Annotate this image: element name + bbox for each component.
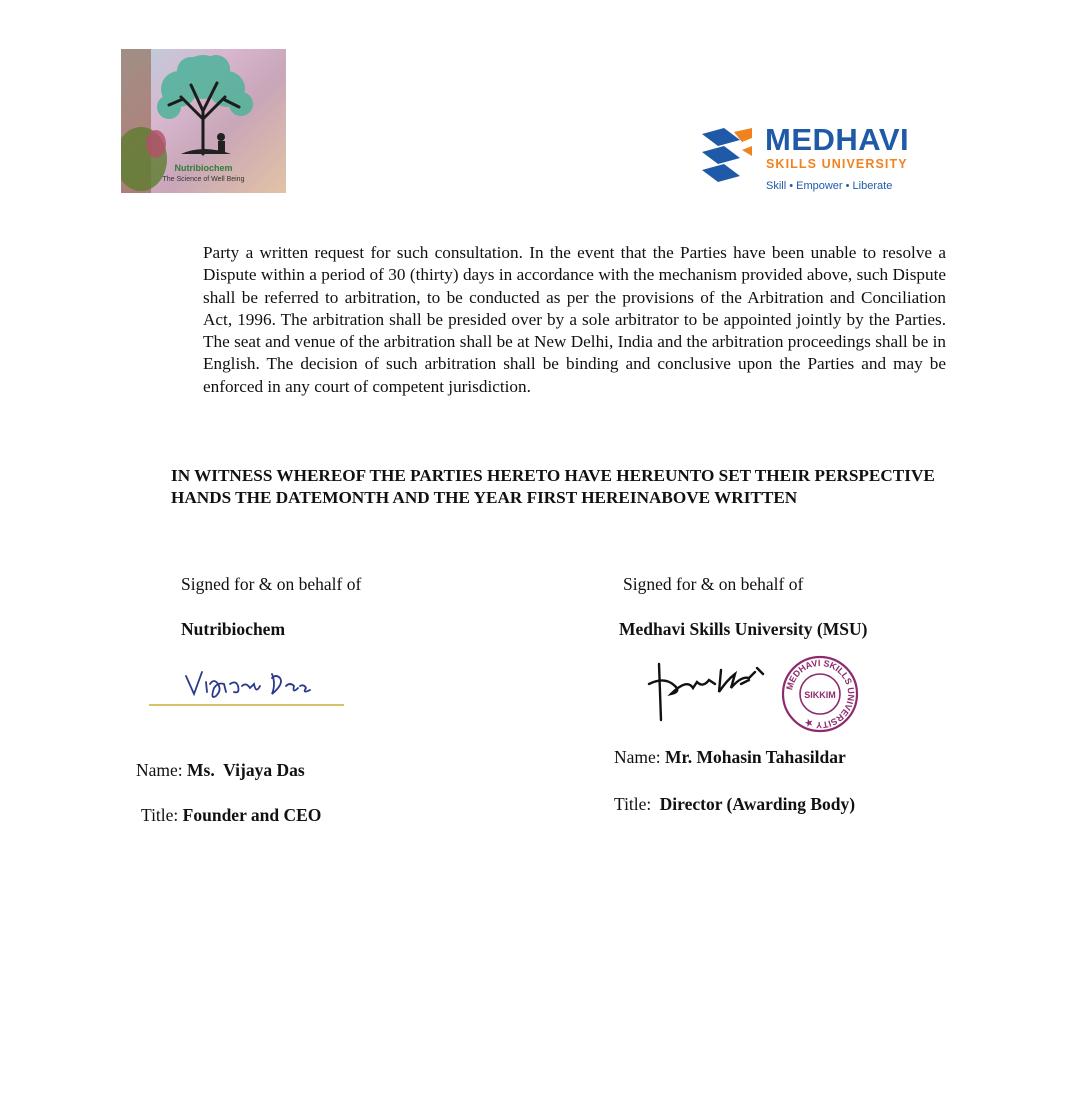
left-title-label: Title: <box>141 805 179 825</box>
left-signed-for-label: Signed for & on behalf of <box>181 574 362 594</box>
svg-text:SIKKIM: SIKKIM <box>804 690 836 700</box>
medhavi-emblem-icon <box>700 128 756 192</box>
right-org-name: Medhavi Skills University (MSU) <box>619 619 868 639</box>
medhavi-logo-word: MEDHAVI <box>765 122 910 157</box>
right-title-value: Director (Awarding Body) <box>659 794 856 814</box>
right-title-label: Title: <box>614 794 652 814</box>
nutribiochem-logo-name: Nutribiochem <box>174 163 233 173</box>
left-signature <box>180 664 320 704</box>
left-name-row <box>136 760 305 781</box>
right-name-value: Mr. Mohasin Tahasildar <box>665 747 846 767</box>
medhavi-logo <box>700 124 930 196</box>
right-signed-for-label: Signed for & on behalf of <box>623 574 804 594</box>
medhavi-logo-subtitle: SKILLS UNIVERSITY <box>766 157 908 171</box>
left-title-value: Founder and CEO <box>182 805 322 825</box>
svg-text:MEDHAVI SKILLS UNIVERSITY ★: MEDHAVI SKILLS UNIVERSITY ★ <box>784 657 857 731</box>
left-signature-line <box>149 704 344 706</box>
nutribiochem-logo-tagline: The Science of Well Being <box>162 176 245 183</box>
right-title-row <box>614 794 855 815</box>
right-name-label: Name: <box>614 747 661 767</box>
left-name-label: Name: <box>136 760 183 780</box>
left-org-name: Nutribiochem <box>181 619 286 639</box>
left-title-row <box>141 805 321 826</box>
right-signature <box>645 658 775 724</box>
left-name-value: Ms. Vijaya Das <box>187 760 305 780</box>
medhavi-seal <box>781 655 859 733</box>
arbitration-clause-paragraph: Party a written request for such consultation. In the event that the Parties have been unable to resolve a Dispute within a period of 30 (thirty) days in accordance with the mechanism provided above, such Dispute shall be referred to arbitration, to be conducted as per the provisions of the Arbitration and Conciliation Act, 1996. The arbitration shall be presided over by a sole arbitrator to be appointed jointly by the Parties. The seat and venue of the arbitration shall be at New Delhi, India and the arbitration proceedings shall be in English. The decision of such arbitration shall be binding and conclusive upon the Parties and may be enforced in any court of competent jurisdiction. <box>203 243 946 396</box>
witness-heading: IN WITNESS WHEREOF THE PARTIES HERETO HAVE HEREUNTO SET THEIR PERSPECTIVE HANDS THE DATEMONTH AND THE YEAR FIRST HEREINABOVE WRITTEN <box>171 466 935 507</box>
nutribiochem-logo <box>121 49 286 193</box>
right-name-row <box>614 747 846 768</box>
medhavi-logo-tagline: Skill • Empower • Liberate <box>766 180 893 192</box>
